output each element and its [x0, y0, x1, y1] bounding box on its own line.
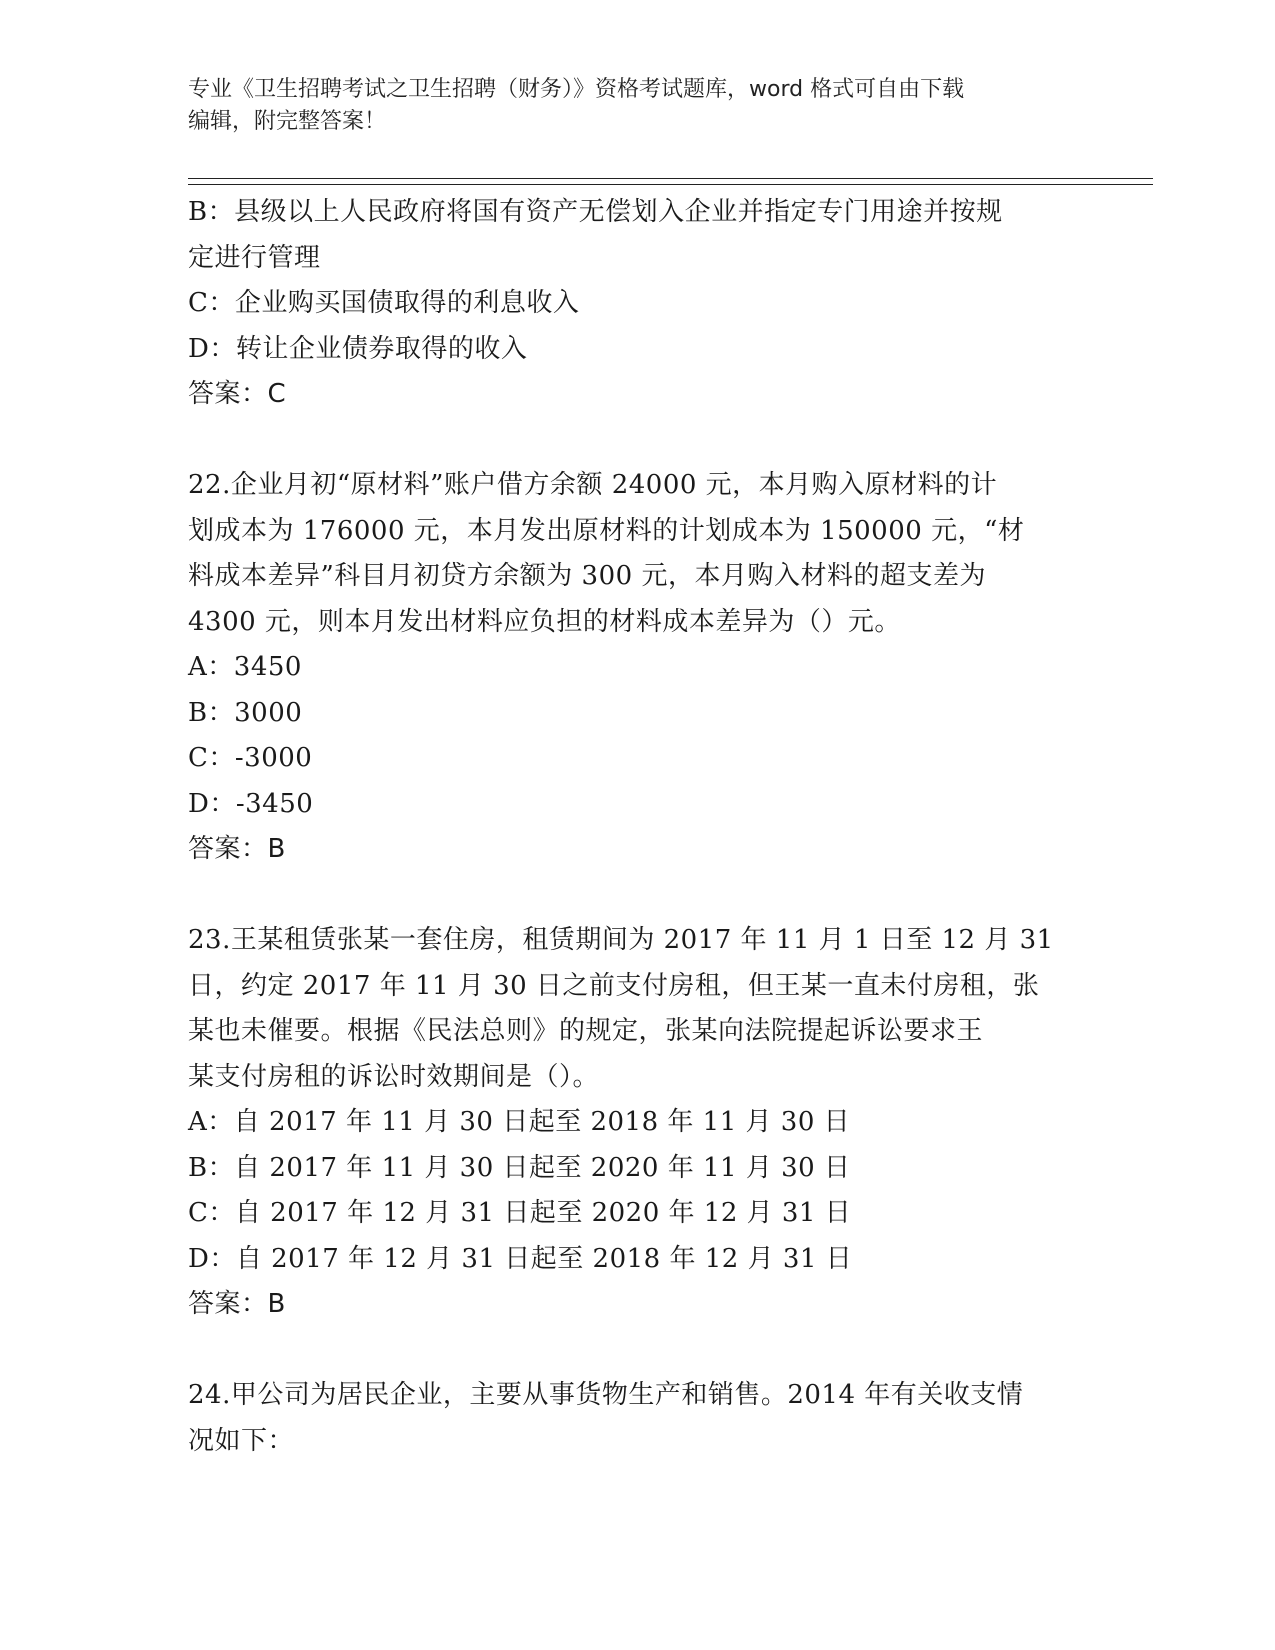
q23-answer: 答案：B	[188, 1289, 286, 1319]
q23-stem-line-3: 某也未催要。根据《民法总则》的规定，张某向法院提起诉讼要求王	[188, 1016, 984, 1046]
question-21	[188, 190, 1078, 418]
q22-option-c: C：-3000	[188, 743, 313, 773]
header-divider-top	[188, 178, 1153, 179]
question-24	[188, 1373, 1078, 1464]
q23-option-b: B：自 2017 年 11 月 30 日起至 2020 年 11 月 30 日	[188, 1152, 851, 1183]
q22-stem-line-3: 料成本差异”科目月初贷方余额为 300 元，本月购入材料的超支差为	[188, 561, 986, 591]
header-divider-bottom	[188, 184, 1153, 185]
q23-option-a: A：自 2017 年 11 月 30 日起至 2018 年 11 月 30 日	[188, 1107, 851, 1137]
q23-option-c: C：自 2017 年 12 月 31 日起至 2020 年 12 月 31 日	[188, 1198, 852, 1228]
header-line-2: 编辑，附完整答案！	[188, 109, 387, 134]
document-header	[188, 74, 1088, 138]
q22-stem-line-4: 4300 元，则本月发出材料应负担的材料成本差异为（）元。	[188, 606, 901, 637]
q22-option-b: B：3000	[188, 697, 303, 728]
spacer	[188, 873, 1078, 919]
q22-option-a: A：3450	[188, 652, 302, 682]
q22-stem-line-1: 22.企业月初“原材料”账户借方余额 24000 元，本月购入原材料的计	[188, 470, 998, 500]
q23-stem-line-1: 23.王某租赁张某一套住房，租赁期间为 2017 年 11 月 1 日至 12 月 31	[188, 925, 1054, 955]
q21-answer: 答案：C	[188, 379, 287, 409]
q22-option-d: D：-3450	[188, 788, 314, 819]
q21-option-b-line-1: B：县级以上人民政府将国有资产无偿划入企业并指定专门用途并按规	[188, 197, 1003, 227]
spacer	[188, 418, 1078, 464]
q21-option-c: C：企业购买国债取得的利息收入	[188, 288, 580, 318]
q21-option-d: D：转让企业债券取得的收入	[188, 333, 528, 364]
q24-stem-line-2: 况如下：	[188, 1425, 295, 1456]
q22-stem-line-2: 划成本为 176000 元，本月发出原材料的计划成本为 150000 元，“材	[188, 515, 1025, 546]
document-body	[188, 190, 1078, 1464]
question-22	[188, 463, 1078, 873]
header-line-1: 专业《卫生招聘考试之卫生招聘（财务）》资格考试题库，word 格式可自由下载	[188, 77, 965, 102]
q23-stem-line-2: 日，约定 2017 年 11 月 30 日之前支付房租，但王某一直未付房租，张	[188, 970, 1040, 1001]
q22-answer: 答案：B	[188, 834, 286, 864]
q24-stem-line-1: 24.甲公司为居民企业，主要从事货物生产和销售。2014 年有关收支情	[188, 1380, 1024, 1410]
q23-stem-line-4: 某支付房租的诉讼时效期间是（）。	[188, 1061, 600, 1092]
q23-option-d: D：自 2017 年 12 月 31 日起至 2018 年 12 月 31 日	[188, 1243, 853, 1274]
q21-option-b-line-2: 定进行管理	[188, 242, 321, 273]
spacer	[188, 1328, 1078, 1374]
question-23	[188, 918, 1078, 1328]
